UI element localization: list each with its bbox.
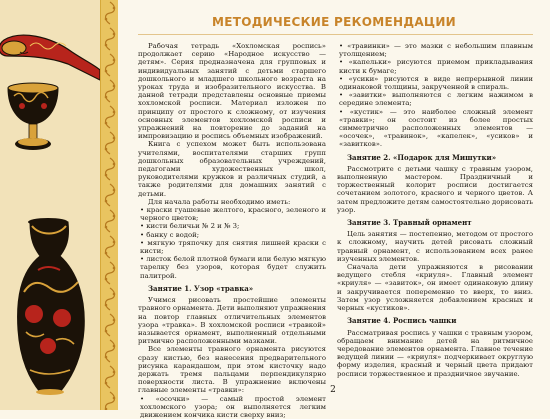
ornamental-border	[100, 0, 120, 410]
spoon-illustration	[0, 35, 100, 80]
title-divider	[138, 34, 533, 35]
bullet-item: • листок белой плотной бумаги или белую мягкую тарелку без узоров, которая будет служить палитрой.	[140, 255, 326, 280]
bullet-item: • краски гуашевые желтого, красного, зеленого и черного цветов;	[140, 206, 326, 223]
khokhloma-illustrations	[0, 0, 100, 410]
border-ornament	[101, 0, 119, 410]
paragraph: Рассмотрите с детьми чашку с травным узором, выполненную мастером. Праздничный и торжественный колорит росписи достигается сочетанием золотого, красного и черного цветов. А затем предложите детям самостоятельно дорисовать узор.	[337, 164, 533, 214]
page-number: 2	[330, 385, 336, 395]
right-text-column	[337, 42, 533, 378]
vase-illustration	[18, 218, 85, 395]
bullet-item: • банку с водой;	[140, 230, 200, 239]
bullet-item: • кисти беличьи № 2 и № 3;	[140, 222, 240, 231]
bullet-item: • «травинки» — это мазки с небольшим плавным утолщением;	[339, 42, 533, 59]
section-heading: Занятие 4. Роспись чашки	[347, 316, 457, 326]
paragraph: Учимся рисовать простейшие элементы травного орнамента. Дети выполняют упражнения на повтор главных отличительных элементов узора «травка». В хохломской росписи «травкой» называется орнамент, выполненный отдельными ритмично расположенными мазками.	[138, 296, 326, 346]
bullet-item: • «осочки» — самый простой элемент хохломского узора; он выполняется легким движением кончика кисти сверху вниз;	[140, 394, 326, 419]
paragraph: Сначала дети упражняются в рисовании ведущего стебля «криуля». Главный элемент «криуля» — «завиток», он имеет одинаковую длину и закручивается попеременно то вверх, то вниз. Затем узор усложняется добавлением красных и черных «кустиков».	[337, 263, 533, 313]
left-text-column	[138, 42, 326, 419]
goblet-illustration	[8, 83, 58, 150]
section-heading: Занятие 1. Узор «травка»	[148, 283, 254, 293]
paragraph: Рабочая тетрадь «Хохломская роспись» продолжает серию «Народное искусство — детям». Серия предназначена для групповых и индивидуальных занятий с детьми старшего дошкольного и младшего школьного возраста на уроках труда и изобразительного искусства. В данной тетради представлены основные приемы хохломской росписи. Материал изложен по принципу от простого к сложному, от изучения основных элементов хохломской росписи и упражнений на повторение до заданий на импровизацию и роспись объемных изображений.	[138, 42, 326, 141]
paragraph: Рассматривая роспись у чашки с травным узором, обращаем внимание детей на ритмичное чередование элементов орнамента. Главное течение ведущей линии — «криуля» подчеркивает округлую форму изделия, красный и черный цвета придают росписи торжественное и праздничное звучание.	[337, 328, 533, 378]
paragraph: Книга с успехом может быть использована учителями, воспитателями старших групп дошкольных образовательных учреждений, педагогами художественных школ, руководителями кружков и различных студий, а также родителями для домашних занятий с детьми.	[138, 140, 326, 198]
paragraph: Все элементы травного орнамента рисуются сразу кистью, без нанесения предварительного рисунка карандашом, при этом кисточку надо держать тремя пальцами перпендикулярно поверхности листа. В упражнение включены главные элементы «травки»:	[138, 345, 326, 395]
bullet-item: • «капельки» рисуются приемом прикладывания кисти к бумаге;	[339, 58, 533, 75]
page-title: МЕТОДИЧЕСКИЕ РЕКОМЕНДАЦИИ	[211, 15, 457, 29]
section-heading: Занятие 2. «Подарок для Мишутки»	[347, 152, 497, 162]
bullet-item: • «усики» рисуются в виде непрерывной линии одинаковой толщины, закрученной в спираль.	[339, 74, 533, 92]
bullet-item: • «завитки» выполняются с легким нажимом в середине элемента;	[339, 91, 533, 108]
section-heading: Занятие 3. Травный орнамент	[347, 218, 472, 228]
illustration-panel	[0, 0, 100, 410]
bullet-item: • «кустик» — это наиболее сложный элемент «травки»; он состоит из более простых симметрично расположенных элементов — «осочек», «травинок», «капелек», «усиков» и «завитков».	[339, 107, 533, 149]
paragraph: Для начала работы необходимо иметь:	[148, 197, 291, 206]
bullet-item: • мягкую тряпочку для снятия лишней краски с кисти;	[140, 238, 326, 256]
paragraph: Цель занятия — постепенно, методом от простого к сложному, научить детей рисовать сложный травный орнамент, с использованием всех ранее изученных элементов.	[337, 230, 533, 263]
